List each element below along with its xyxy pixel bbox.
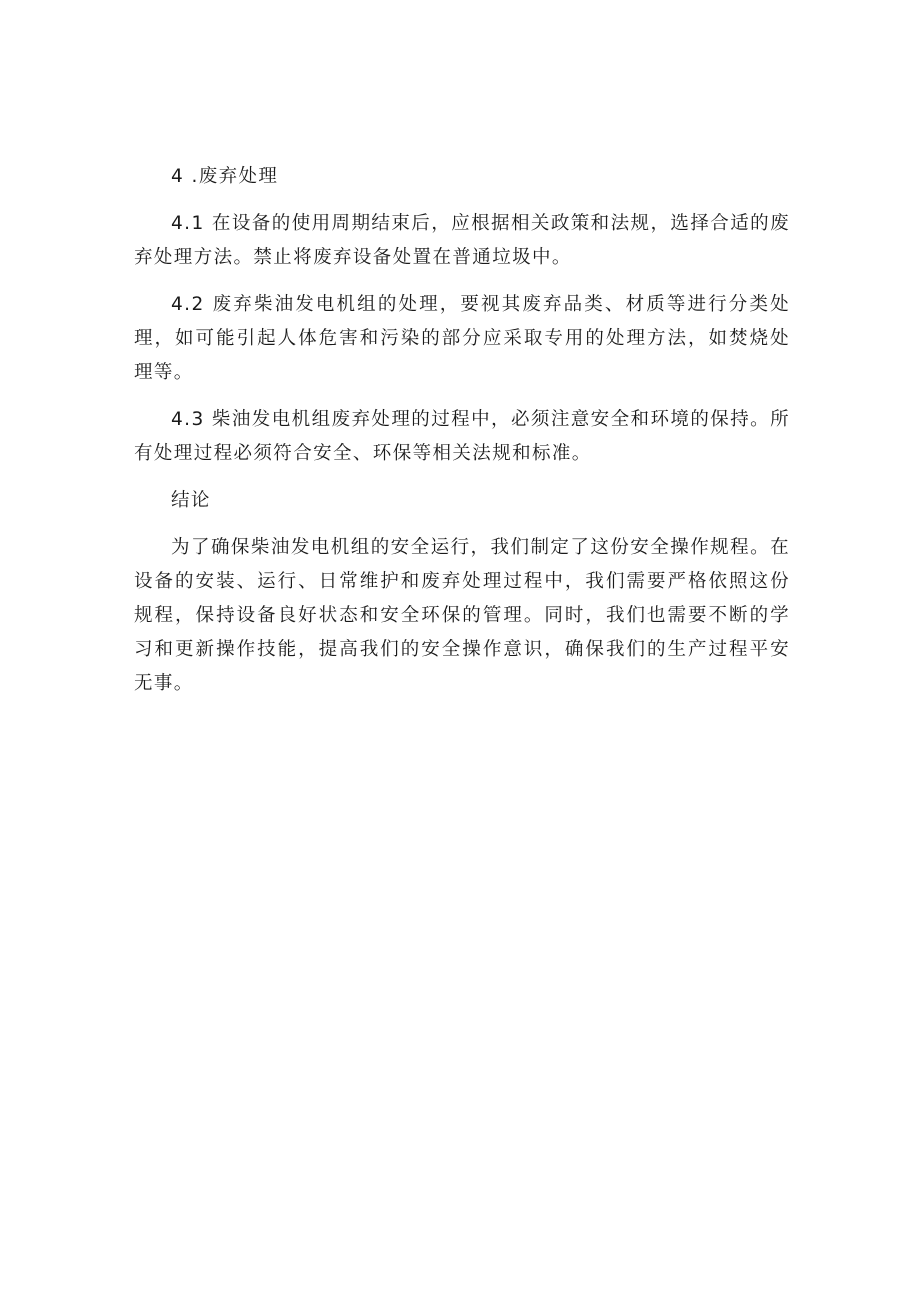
conclusion-paragraph: 为了确保柴油发电机组的安全运行，我们制定了这份安全操作规程。在设备的安装、运行、日常维护和废弃处理过程中，我们需要严格依照这份规程，保持设备良好状态和安全环保的管理。同时，我们也需要不断的学习和更新操作技能，提高我们的安全操作意识，确保我们的生产过程平安无事。 — [134, 537, 790, 694]
paragraph-4-3: 4.3 柴油发电机组废弃处理的过程中，必须注意安全和环境的保持。所有处理过程必须符合安全、环保等相关法规和标准。 — [134, 409, 790, 464]
conclusion-heading: 结论 — [171, 490, 211, 511]
paragraph-4-1: 4.1 在设备的使用周期结束后，应根据相关政策和法规，选择合适的废弃处理方法。禁止将废弃设备处置在普通垃圾中。 — [134, 213, 790, 268]
paragraph-4-2: 4.2 废弃柴油发电机组的处理，要视其废弃品类、材质等进行分类处理，如可能引起人体危害和污染的部分应采取专用的处理方法，如焚烧处理等。 — [134, 294, 790, 383]
document-body — [134, 160, 790, 714]
section-heading: 4 .废弃处理 — [171, 166, 279, 187]
